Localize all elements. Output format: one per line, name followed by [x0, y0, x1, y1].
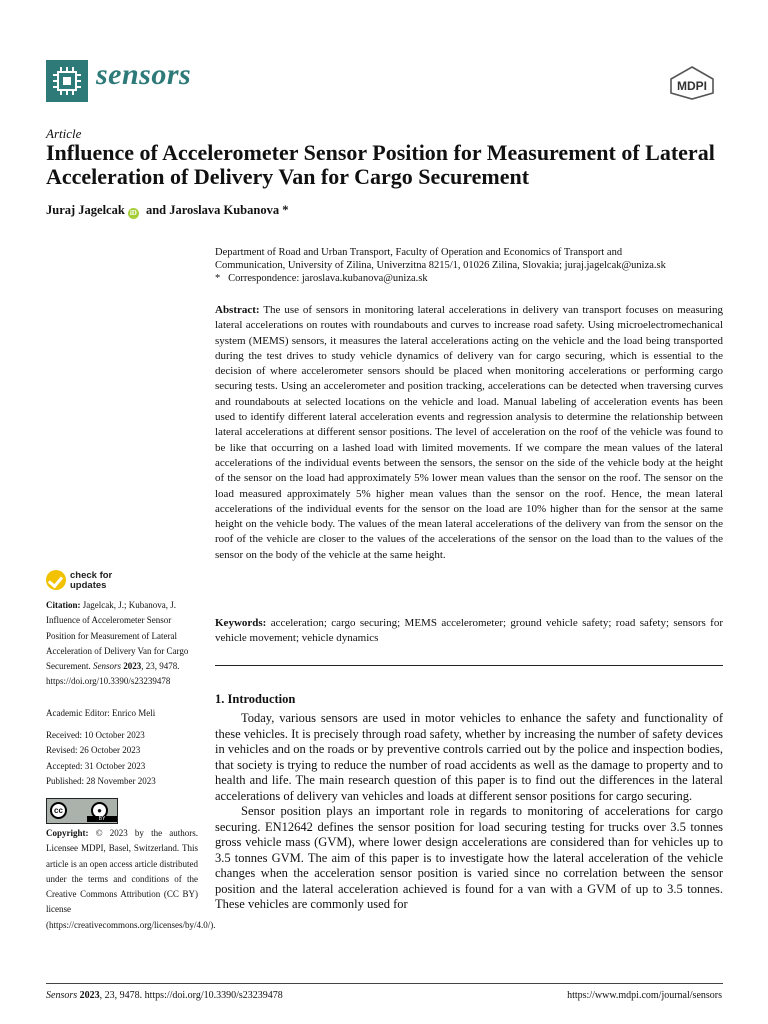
date-accepted: Accepted: 31 October 2023: [46, 760, 146, 771]
publication-dates: [46, 728, 198, 789]
journal-name: sensors: [96, 58, 192, 91]
corresponding-mark: *: [282, 203, 289, 217]
footer-citation: [46, 990, 283, 1001]
publisher-name: MDPI: [677, 79, 707, 93]
checkmark-icon: [46, 570, 66, 590]
cc-by-license-icon[interactable]: [46, 798, 118, 824]
mdpi-logo-icon: [666, 66, 718, 100]
affiliation-line: Department of Road and Urban Transport, Faculty of Operation and Economics of Transport and: [215, 247, 623, 258]
affiliation-line: Communication, University of Zilina, Univerzitna 8215/1, 01026 Zilina, Slovakia; juraj.jagelcak@uniza.sk: [215, 260, 666, 271]
abstract: [215, 303, 723, 563]
citation-text: Jagelcak, J.; Kubanova, J. Influence of Accelerometer Sensor Position for Measurement of Lateral Acceleration of Delivery Van for Cargo Securement.: [46, 600, 189, 672]
abstract-label: Abstract:: [215, 304, 260, 316]
footer-year: 2023: [79, 990, 100, 1001]
section-divider: [215, 665, 723, 666]
citation-doi[interactable]: , 23, 9478. https://doi.org/10.3390/s23239478: [46, 661, 180, 687]
check-for-updates-label: check for updates: [70, 570, 113, 591]
affiliation: [215, 246, 723, 285]
citation-year: 2023: [123, 661, 142, 672]
orcid-icon[interactable]: iD: [129, 209, 137, 217]
date-received: Received: 10 October 2023: [46, 730, 145, 740]
copyright-notice: [46, 826, 216, 933]
cc-icon: cc: [50, 802, 67, 819]
by-label: BY: [87, 816, 117, 822]
section-heading: 1. Introduction: [215, 692, 296, 706]
author-name[interactable]: Juraj Jagelcak: [46, 203, 125, 217]
correspondence-mark: *: [215, 273, 221, 284]
introduction-body: [215, 711, 723, 913]
correspondence: [215, 272, 723, 285]
keywords-text: acceleration; cargo securing; MEMS accelerometer; ground vehicle safety; road safety; sensors for vehicle movement; vehicle dynamics: [215, 617, 723, 645]
author-joiner: and: [145, 203, 167, 217]
date-revised: Revised: 26 October 2023: [46, 745, 141, 756]
copyright-label: Copyright:: [46, 828, 89, 838]
article-title: Influence of Accelerometer Sensor Position for Measurement of Lateral Acceleration of Delivery Van for Cargo Securement: [46, 140, 715, 189]
academic-editor: Academic Editor: Enrico Meli: [46, 708, 156, 718]
attribution-person-icon: ●: [91, 802, 108, 819]
paragraph: Today, various sensors are used in motor vehicles to enhance the safety and functionality of these vehicles. It is precisely through road safety, whether by increasing the number of safety devices in vehicles and on the roads or by preventive controls carried out by the police and inspection bodies, that society is trying to reduce the number of road accidents as well as the damage to property and to health and life. The main research question of this paper is to find out the differences in the lateral accelerations of delivery van vehicles and loads at different sensor positions for cargo securing.: [215, 711, 723, 803]
footer-doi[interactable]: , 23, 9478. https://doi.org/10.3390/s23239478: [99, 990, 283, 1001]
paragraph: Sensor position plays an important role in regards to monitoring of accelerations for cargo securing. EN12642 defines the sensor position for load securing testing for trucks over 3.5 tonnes gross vehicle mass (GVM), where lower design accelerations are considered than for vehicles up to 3.5 tonnes GVM. The aim of this paper is to investigate how the lateral acceleration of the vehicle changes when the acceleration sensor position is varied since no correlation between the sensor position and the lateral acceleration achieved is found for a van with a GVM of up to 3.5 tonnes. These vehicles are commonly used for: [215, 804, 723, 911]
citation: [46, 598, 198, 690]
keywords: [215, 616, 723, 647]
correspondence-text[interactable]: Correspondence: jaroslava.kubanova@uniza.sk: [228, 273, 428, 284]
author-list: [46, 203, 288, 219]
article-type: Article: [46, 126, 82, 141]
citation-label: Citation:: [46, 600, 81, 610]
keywords-label: Keywords:: [215, 617, 267, 629]
footer-journal: Sensors: [46, 990, 78, 1001]
journal-logo-icon: [46, 60, 88, 102]
abstract-text: The use of sensors in monitoring lateral accelerations in delivery van transport focuses on measuring lateral accelerations on routes with roundabouts and curves to increase road safety. Using microelectromechanical system (MEMS) sensors, it measures the lateral accelerations acting on the vehicle and the load being transported during the test drives to study vehicle dynamics of delivery van for cargo securing, which is essential to the decision of where accelerometer sensors should be placed when monitoring accelerations or performing cargo securing tests. Using an accelerometer and position tracking, accelerations can be detected when traversing curves and roundabouts at selected locations on the vehicle and load. Manual labeling of acceleration events has been used to identify different lateral acceleration events and regression analysis to determine the relationship between lateral accelerations at different sensor positions. The level of acceleration on the roof of the vehicle was found to be like that occurring on a lashed load with limited movements. If we compare the mean values of the lateral accelerations of the individual events between the sensors, the sensor on the side of the vehicle body at the height of the sensor on the load had approximately 5% lower mean values than the sensor on the roof. The sensor on the load measured approximately 5% higher mean values than the sensor on the roof. Hence, the mean lateral accelerations of the individual events for the sensor on the load are 10% higher than for the sensor at the same height on the vehicle body. The values of the mean lateral accelerations of the delivery van from the sensor on the roof of the vehicle are closer to the values of the accelerations of the sensor on the load than to the values of the sensor on the body of the vehicle at the same height.: [215, 304, 723, 561]
copyright-text: © 2023 by the authors. Licensee MDPI, Basel, Switzerland. This article is an open access article distributed under the terms and conditions of the Creative Commons Attribution (CC BY) license (https://creativecommons.org/licenses/by/4.0/).: [46, 828, 216, 930]
author-name[interactable]: Jaroslava Kubanova: [169, 203, 280, 217]
date-published: Published: 28 November 2023: [46, 775, 156, 786]
journal-url-link[interactable]: https://www.mdpi.com/journal/sensors: [567, 990, 722, 1001]
citation-journal: Sensors: [92, 661, 121, 672]
footer-divider: [46, 983, 723, 984]
